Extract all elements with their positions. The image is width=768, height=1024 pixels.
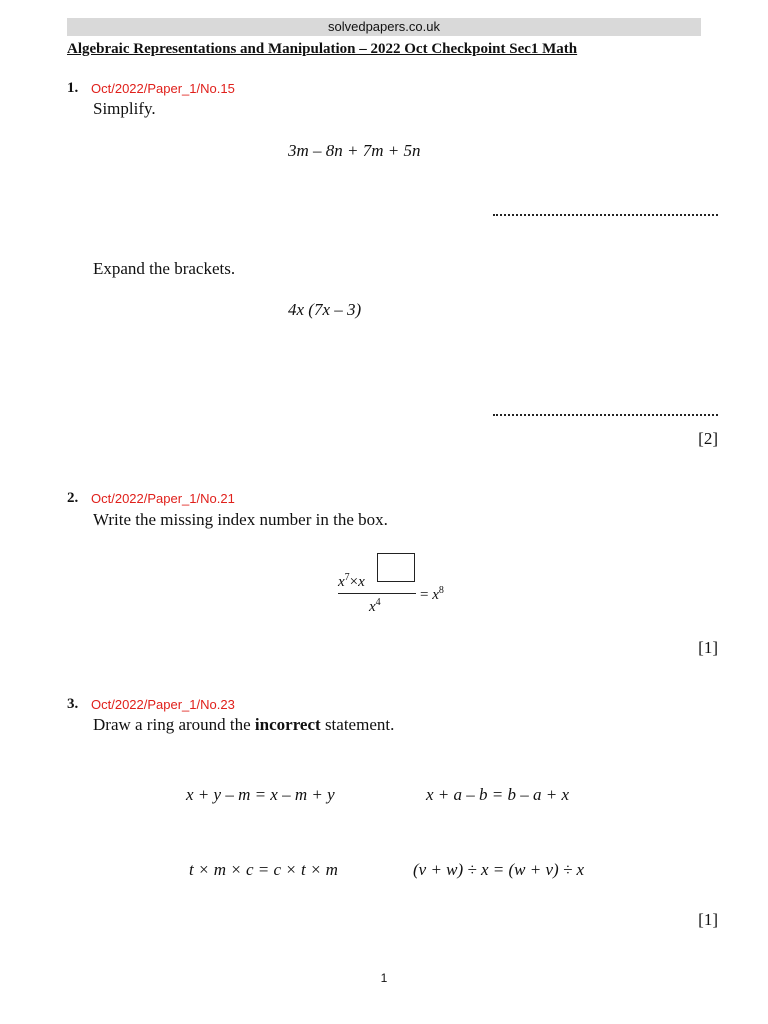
numerator-base: x	[338, 574, 345, 590]
times-sign: ×	[349, 574, 359, 590]
question-1a-expression: 3m – 8n + 7m + 5n	[288, 141, 421, 160]
question-1-marks: [2]	[698, 429, 718, 448]
instruction-post: statement.	[320, 715, 395, 734]
question-2-numerator	[338, 572, 365, 591]
question-2-marks: [1]	[698, 638, 718, 657]
denominator-base: x	[369, 599, 376, 615]
question-2-result	[420, 585, 444, 604]
question-2-instruction: Write the missing index number in the box.	[93, 510, 388, 529]
answer-line-1b	[493, 414, 718, 416]
site-banner: solvedpapers.co.uk	[67, 18, 701, 36]
page-number: 1	[380, 971, 388, 985]
statement-1[interactable]: x + y – m = x – m + y	[186, 785, 335, 804]
question-3-number: 3.	[67, 696, 79, 712]
numerator-exponent: 7	[344, 572, 350, 583]
instruction-emphasis: incorrect	[254, 715, 321, 734]
page-title: Algebraic Representations and Manipulation – 2022 Oct Checkpoint Sec1 Math	[67, 41, 578, 57]
question-2-reference: Oct/2022/Paper_1/No.21	[91, 491, 235, 506]
question-2-denominator	[369, 597, 381, 616]
missing-index-box[interactable]	[377, 553, 415, 582]
answer-line-1a	[493, 214, 718, 216]
statement-4[interactable]: (v + w) ÷ x = (w + v) ÷ x	[413, 860, 585, 879]
question-3-marks: [1]	[698, 910, 718, 929]
question-1b-expression: 4x (7x – 3)	[288, 300, 362, 319]
result-exponent: 8	[438, 585, 444, 596]
second-base: x	[358, 574, 365, 590]
question-1-number: 1.	[67, 80, 79, 96]
question-1a-instruction: Simplify.	[93, 99, 156, 118]
question-1-reference: Oct/2022/Paper_1/No.15	[91, 81, 235, 96]
result-base: x	[432, 587, 439, 603]
denominator-exponent: 4	[375, 597, 381, 608]
fraction-bar	[338, 593, 416, 594]
question-3-instruction	[93, 715, 394, 735]
statement-2[interactable]: x + a – b = b – a + x	[426, 785, 570, 804]
question-2-number: 2.	[67, 490, 79, 506]
statement-3[interactable]: t × m × c = c × t × m	[189, 860, 338, 879]
question-3-reference: Oct/2022/Paper_1/No.23	[91, 697, 235, 712]
question-1b-instruction: Expand the brackets.	[93, 259, 236, 278]
instruction-pre: Draw a ring around the	[93, 715, 255, 734]
equals-sign: =	[420, 587, 429, 603]
